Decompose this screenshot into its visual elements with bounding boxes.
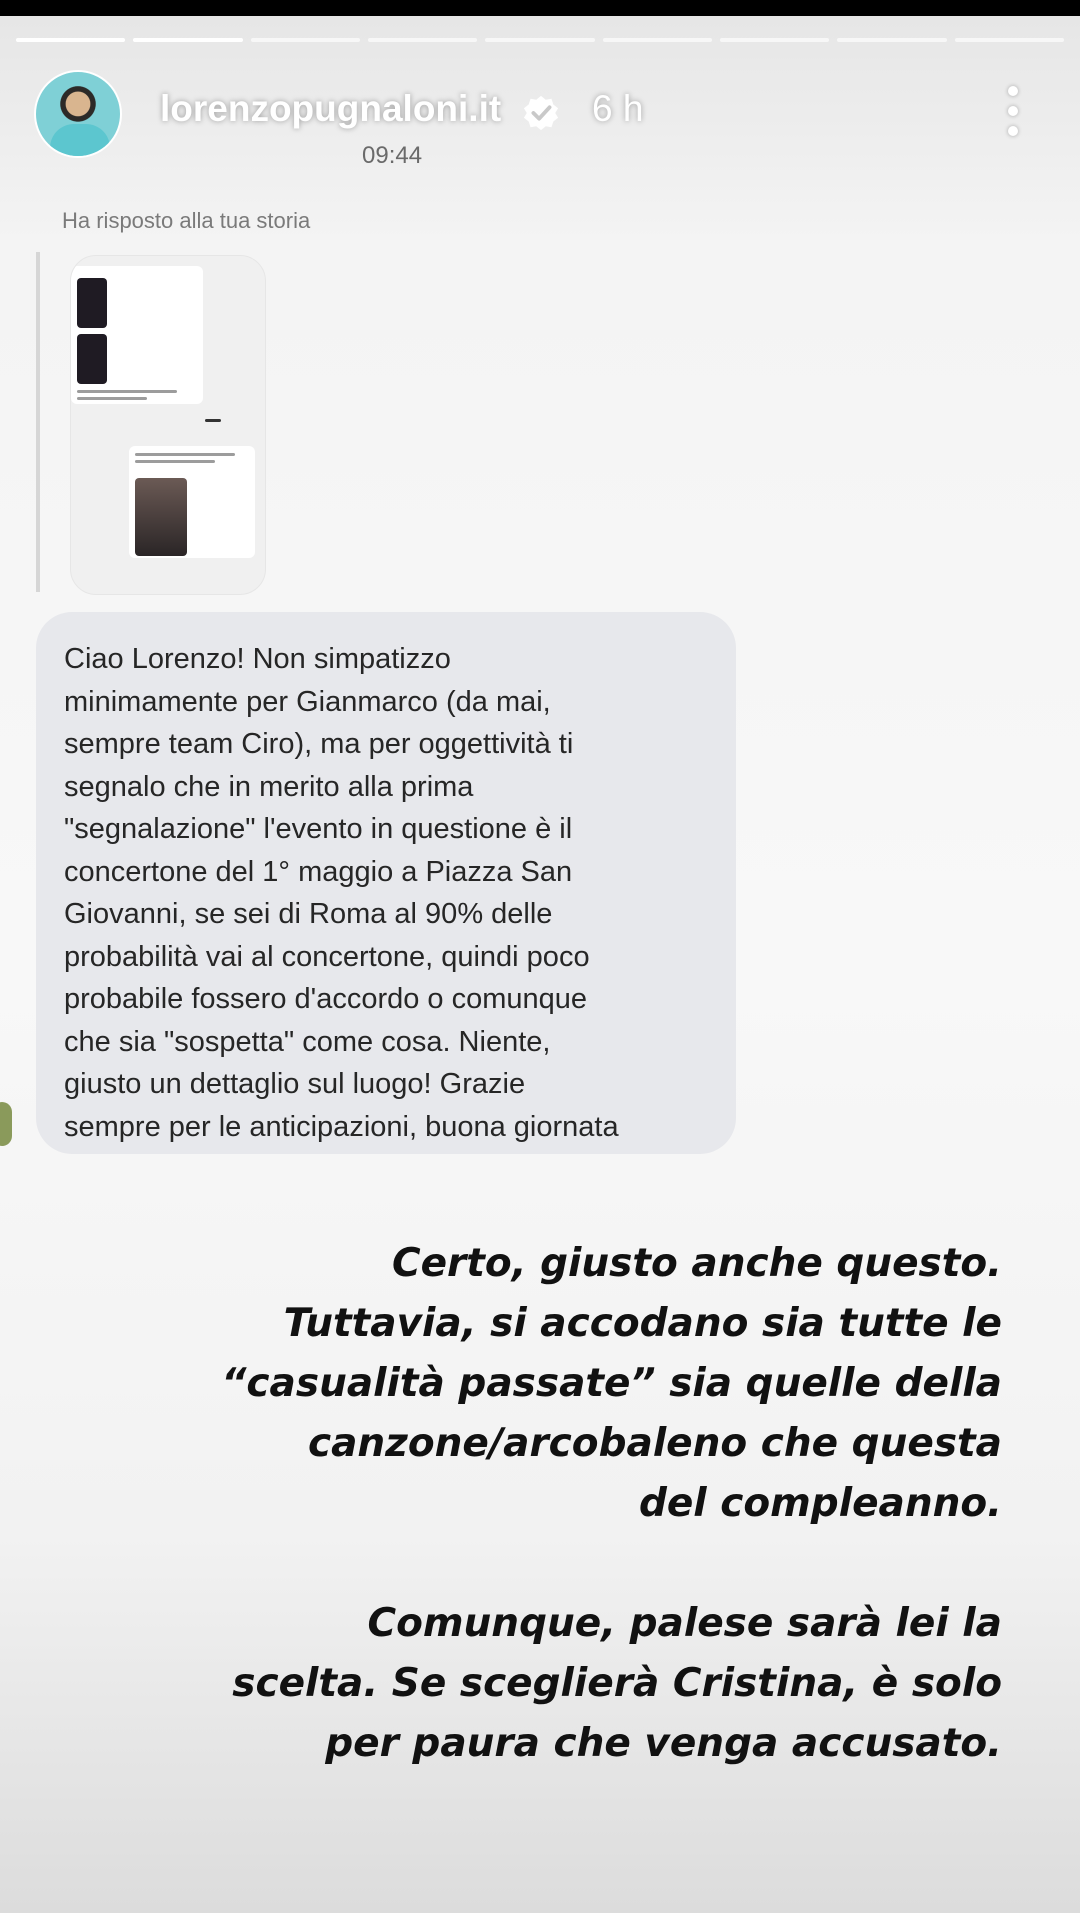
dot bbox=[1008, 106, 1018, 116]
progress-segment bbox=[368, 38, 477, 42]
story-thumbnail[interactable] bbox=[70, 255, 266, 595]
message-text: Ciao Lorenzo! Non simpatizzo minimamente per Gianmarco (da mai, sempre team Ciro), ma per oggettività ti segnalo che in merito alla prima "segnalazione" l'evento in questione è il concertone del 1° maggio a Piazza San Giovanni, se sei di Roma al 90% delle probabilità vai al concertone, quindi poco probabile fossero d'accordo o comunque che sia "sospetta" come cosa. Niente, giusto un dettaglio sul luogo! Grazie sempre per le anticipazioni, buona giornata bbox=[64, 643, 619, 1143]
thumbnail-text-line bbox=[77, 390, 177, 393]
sender-avatar bbox=[0, 1102, 12, 1146]
progress-segment bbox=[603, 38, 712, 42]
thumbnail-photo bbox=[135, 478, 187, 556]
status-bar bbox=[0, 0, 1080, 16]
progress-segment bbox=[955, 38, 1064, 42]
thumbnail-text-line bbox=[135, 453, 235, 456]
caption-spacer bbox=[142, 1534, 1002, 1594]
verified-badge-icon bbox=[522, 94, 560, 132]
progress-segment bbox=[251, 38, 360, 42]
progress-segment bbox=[16, 38, 125, 42]
avatar-shirt bbox=[50, 124, 110, 158]
thumbnail-photo bbox=[77, 334, 107, 384]
story-caption bbox=[142, 1234, 1002, 1774]
username[interactable]: lorenzopugnaloni.it bbox=[160, 88, 502, 129]
replied-to-story-label: Ha risposto alla tua storia bbox=[62, 208, 311, 233]
thumbnail-text-line bbox=[205, 419, 221, 422]
thumbnail-text-line bbox=[135, 460, 215, 463]
progress-segment bbox=[720, 38, 829, 42]
more-options-icon[interactable] bbox=[1000, 86, 1026, 136]
progress-segment bbox=[133, 38, 242, 42]
dot bbox=[1008, 126, 1018, 136]
thumbnail-text-line bbox=[77, 397, 147, 400]
time-ago: 6 h bbox=[592, 88, 644, 129]
thumbnail-photo bbox=[77, 278, 107, 328]
profile-avatar[interactable] bbox=[34, 70, 122, 158]
quote-bar bbox=[36, 252, 40, 592]
story-progress-bar bbox=[16, 38, 1064, 42]
caption-paragraph-2: Comunque, palese sarà lei la scelta. Se sceglierà Cristina, è solo per paura che venga accusato. bbox=[232, 1601, 1002, 1766]
message-bubble bbox=[36, 612, 736, 1154]
progress-segment bbox=[485, 38, 594, 42]
story-timestamp: 09:44 bbox=[362, 142, 423, 169]
dot bbox=[1008, 86, 1018, 96]
progress-segment bbox=[837, 38, 946, 42]
caption-paragraph-1: Certo, giusto anche questo. Tuttavia, si accodano sia tutte le “casualità passate” sia quelle della canzone/arcobaleno che questa del compleanno. bbox=[221, 1241, 1002, 1526]
